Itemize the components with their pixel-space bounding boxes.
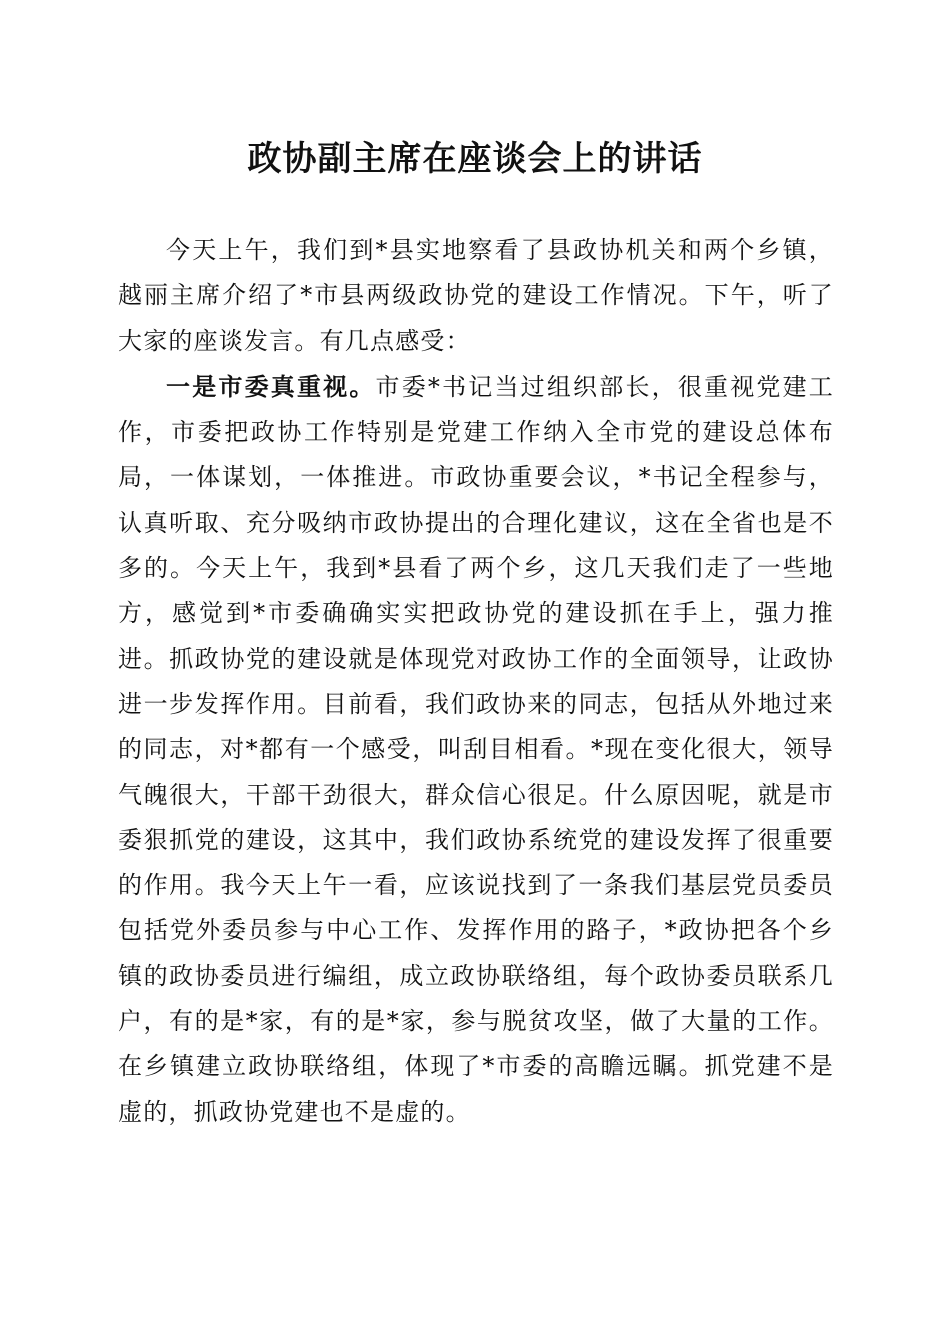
paragraph-intro xyxy=(118,228,834,364)
paragraph-point-one-lead: 一是市委真重视。 xyxy=(166,371,376,401)
document-title: 政协副主席在座谈会上的讲话 xyxy=(247,139,703,179)
paragraph-point-one-text: 市委*书记当过组织部长，很重视党建工作，市委把政协工作特别是党建工作纳入全市党的建设总体布局，一体谋划，一体推进。市政协重要会议，*书记全程参与，认真听取、充分吸纳市政协提出的合理化建议，这在全省也是不多的。今天上午，我到*县看了两个乡，这几天我们走了一些地方，感觉到*市委确确实实把政协党的建设抓在手上，强力推进。抓政协党的建设就是体现党对政协工作的全面领导，让政协进一步发挥作用。目前看，我们政协来的同志，包括从外地过来的同志，对*都有一个感受，叫刮目相看。*现在变化很大，领导气魄很大，干部干劲很大，群众信心很足。什么原因呢，就是市委狠抓党的建设，这其中，我们政协系统党的建设发挥了很重要的作用。我今天上午一看，应该说找到了一条我们基层党员委员包括党外委员参与中心工作、发挥作用的路子，*政协把各个乡镇的政协委员进行编组，成立政协联络组，每个政协委员联系几户，有的是*家，有的是*家，参与脱贫攻坚，做了大量的工作。在乡镇建立政协联络组，体现了*市委的高瞻远瞩。抓党建不是虚的，抓政协党建也不是虚的。 xyxy=(118,372,834,1126)
document-body xyxy=(118,228,834,1135)
paragraph-intro-text: 今天上午，我们到*县实地察看了县政协机关和两个乡镇，越丽主席介绍了*市县两级政协党的建设工作情况。下午，听了大家的座谈发言。有几点感受： xyxy=(118,236,834,355)
paragraph-point-one xyxy=(118,364,834,1135)
